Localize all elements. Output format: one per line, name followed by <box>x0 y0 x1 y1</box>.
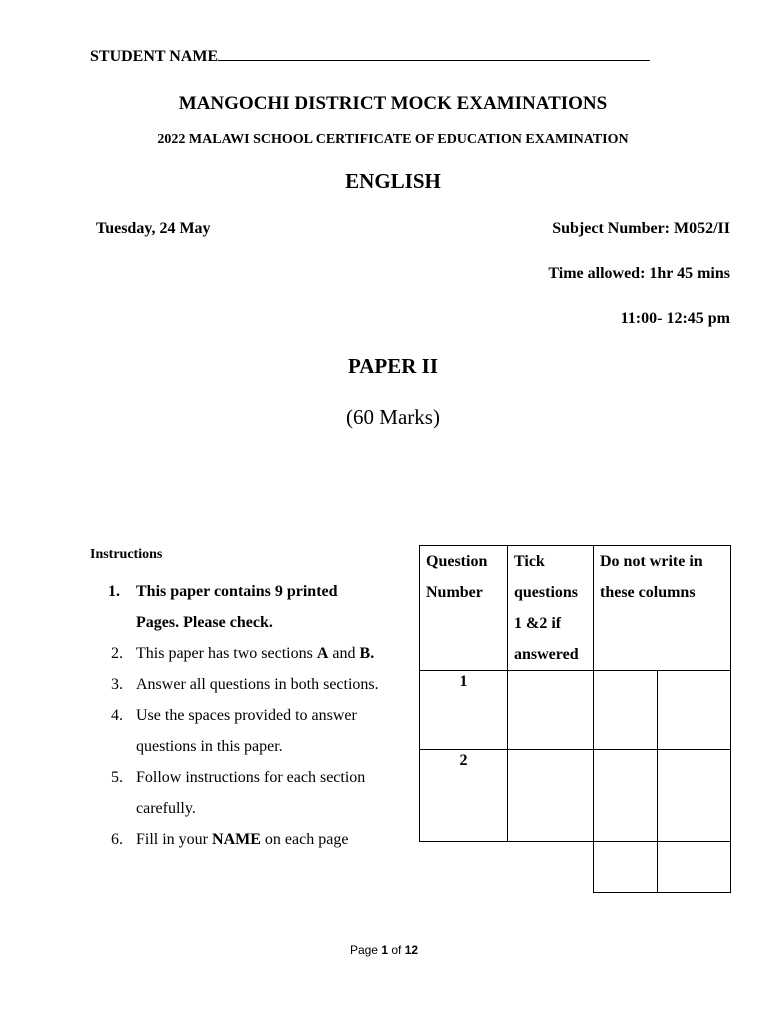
exam-date: Tuesday, 24 May <box>96 220 211 237</box>
subject-number: Subject Number: M052/II <box>552 220 730 237</box>
instruction-item-2: 2. This paper has two sections A and B. <box>111 645 375 662</box>
instructions-title: Instructions <box>90 547 163 562</box>
instruction-item-1: 1. This paper contains 9 printed Pages. Please check. <box>108 583 338 631</box>
tick-cell-1[interactable] <box>507 670 594 750</box>
subject-title: ENGLISH <box>345 169 441 193</box>
instruction-item-4: 4. Use the spaces provided to answer questions in this paper. <box>111 707 357 755</box>
instruction-item-5: 5. Follow instructions for each section carefully. <box>111 769 366 817</box>
total-cell-a <box>593 841 658 893</box>
examiner-cell-2a <box>593 749 658 842</box>
header-do-not-write: Do not write in these columns <box>593 545 731 671</box>
certificate-title: 2022 MALAWI SCHOOL CERTIFICATE OF EDUCATION EXAMINATION <box>157 132 629 147</box>
paper-title: PAPER II <box>347 354 439 378</box>
student-name-line <box>90 46 650 66</box>
time-slot: 11:00- 12:45 pm <box>620 310 730 327</box>
total-cell-b <box>657 841 731 893</box>
examiner-cell-1a <box>593 670 658 750</box>
examiner-cell-1b <box>657 670 731 750</box>
time-allowed: Time allowed: 1hr 45 mins <box>548 265 730 282</box>
instructions-list <box>108 576 408 855</box>
question-number-2: 2 <box>419 749 508 842</box>
examiner-cell-2b <box>657 749 731 842</box>
marks-title: (60 Marks) <box>346 405 440 429</box>
header-question-number: Question Number <box>419 545 508 671</box>
total-pages: 12 <box>404 943 419 957</box>
question-number-1: 1 <box>419 670 508 750</box>
header-tick-questions: Tick questions 1 &2 if answered <box>507 545 594 671</box>
student-name-label: STUDENT NAME <box>90 48 219 65</box>
exam-body-title: MANGOCHI DISTRICT MOCK EXAMINATIONS <box>178 93 608 114</box>
instruction-item-3: 3. Answer all questions in both sections. <box>111 676 379 693</box>
current-page: 1 <box>381 943 388 957</box>
instruction-item-6: 6. Fill in your NAME on each page <box>111 831 349 848</box>
page-footer: Page 1 of 12 <box>349 943 419 957</box>
student-name-blank[interactable] <box>218 46 650 61</box>
tick-cell-2[interactable] <box>507 749 594 842</box>
